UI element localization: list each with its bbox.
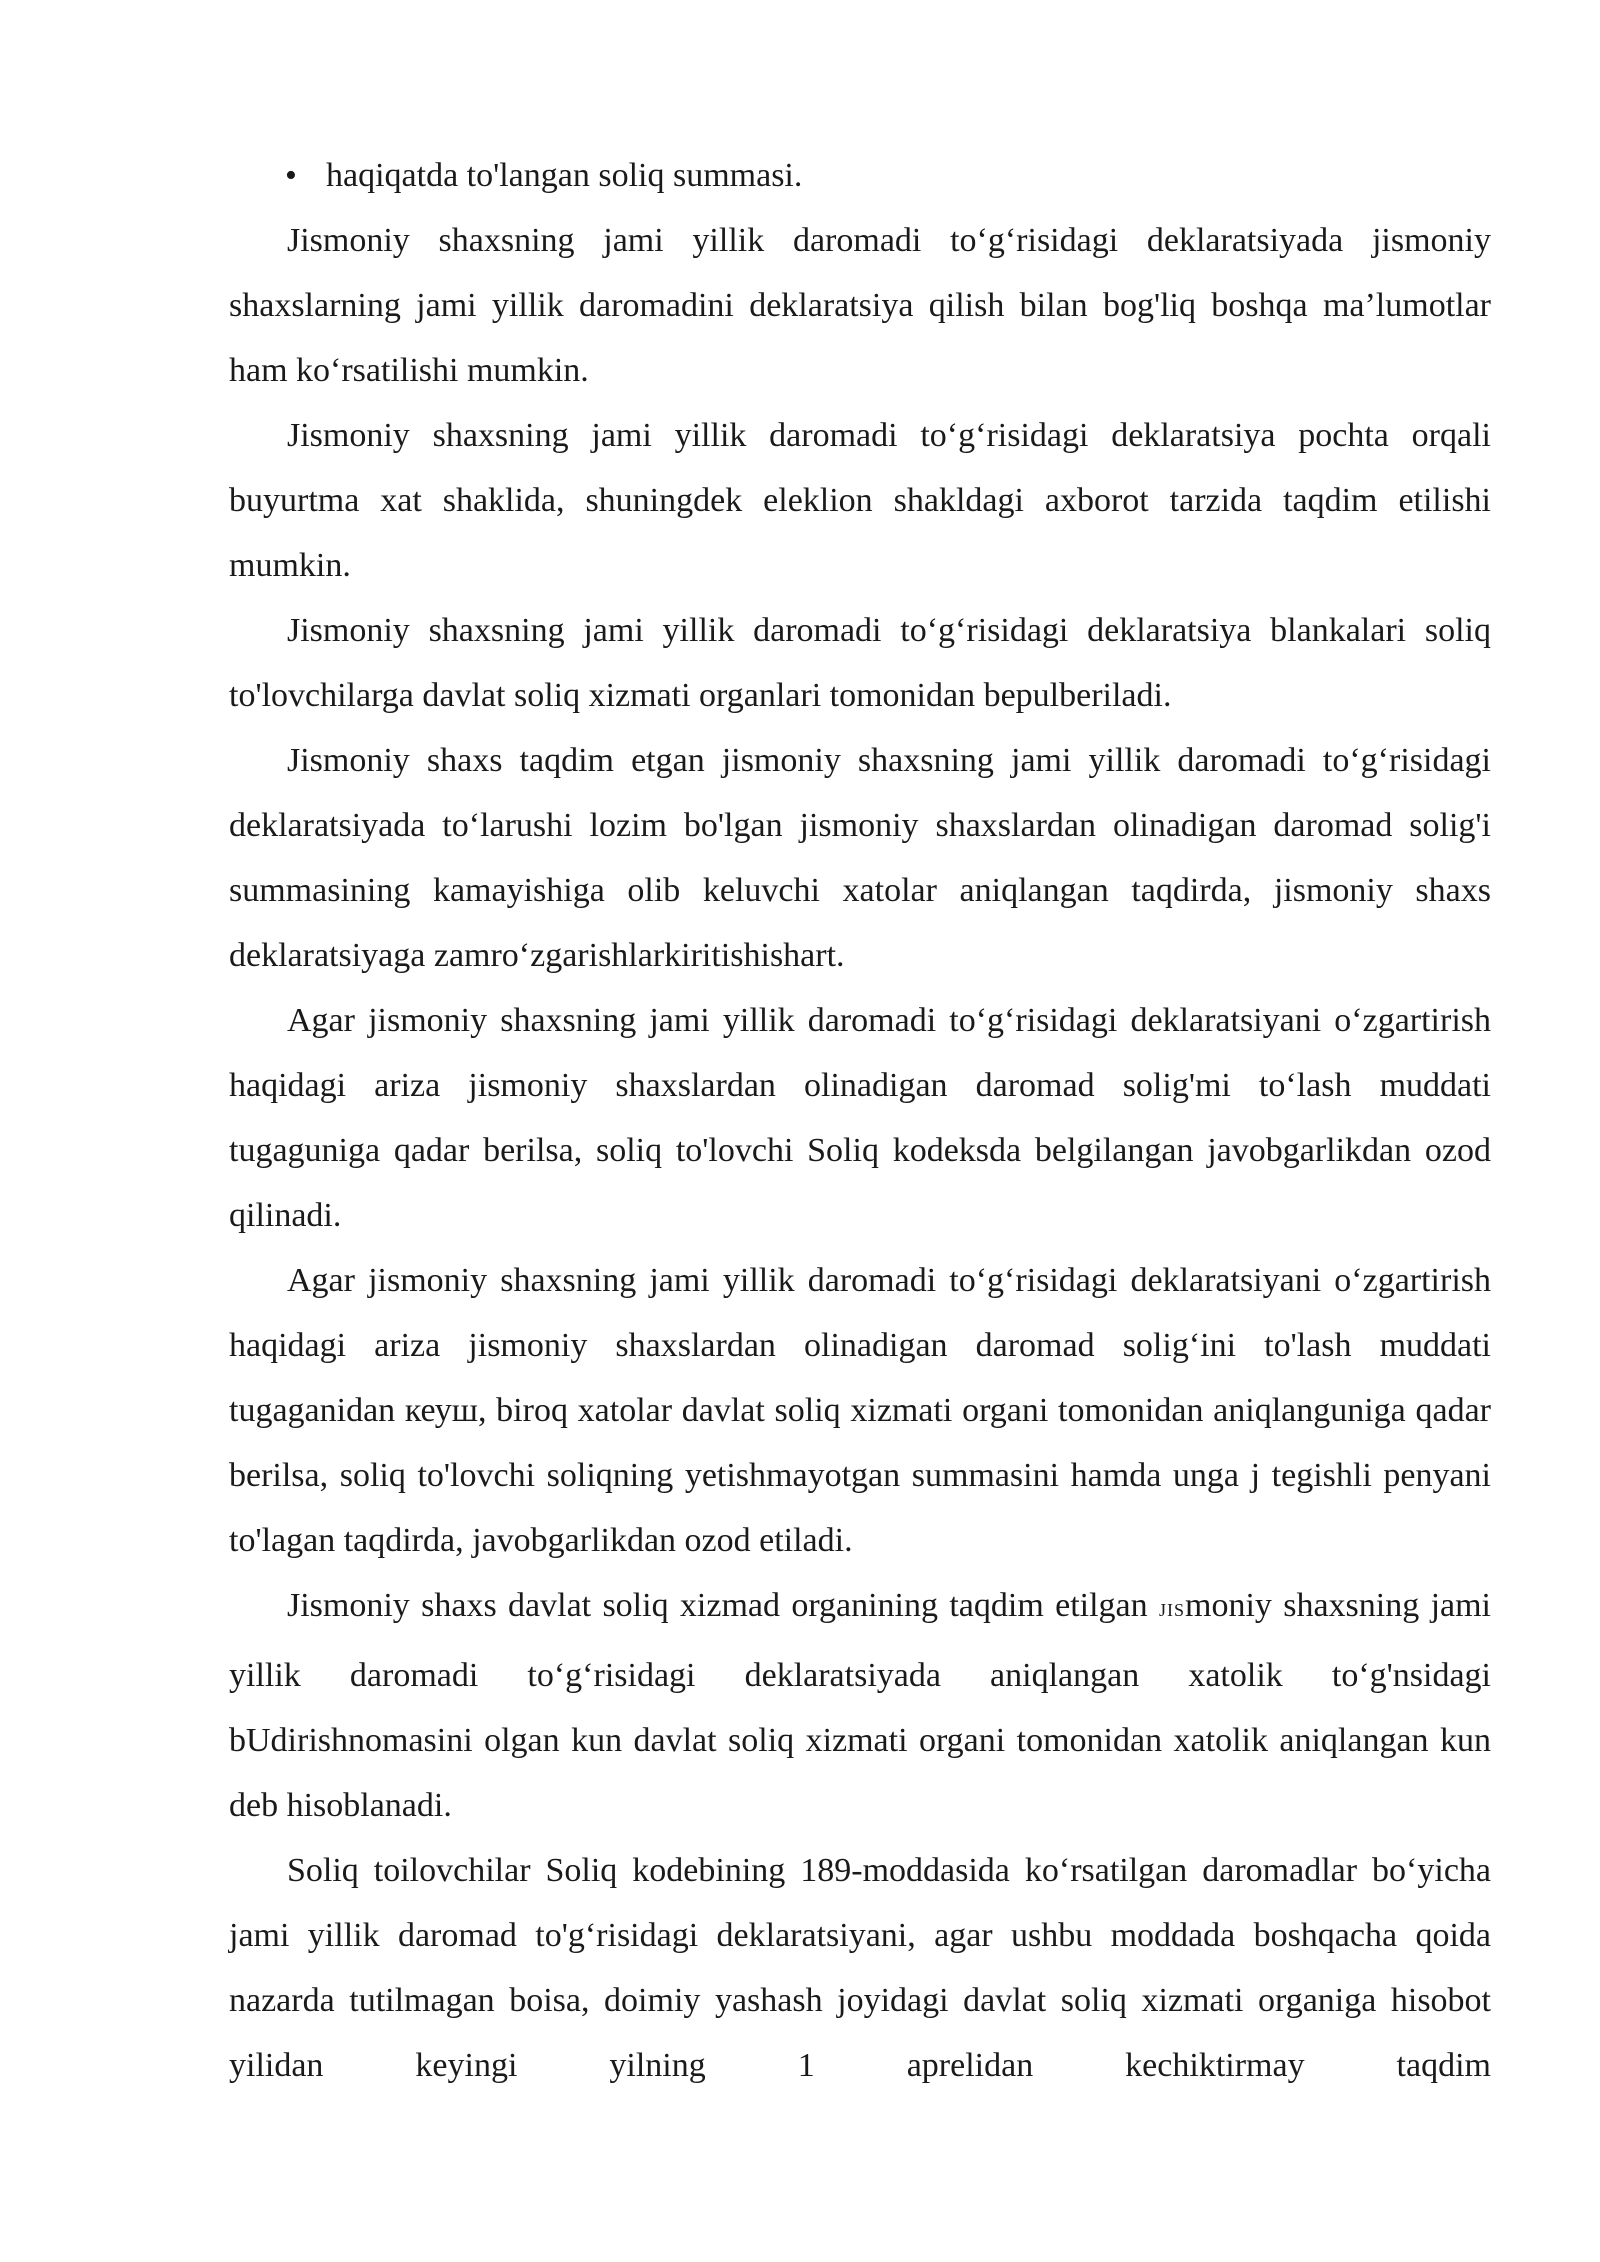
paragraph-7-small-text: JIS	[1158, 1600, 1185, 1620]
paragraph-1: Jismoniy shaxsning jami yillik daromadi to‘g‘risidagi deklaratsiyada jismoniy shaxslarning jami yillik daromadini deklaratsiya qilish bilan bog'liq boshqa ma’lumotlar ham ko‘rsatilishi mumkin.	[229, 222, 1491, 389]
paragraph-2: Jismoniy shaxsning jami yillik daromadi to‘g‘risidagi deklaratsiya pochta orqali buyurtma xat shaklida, shuningdek eleklion shakldagi axborot tarzida taqdim etilishi mumkin.	[229, 417, 1491, 584]
bullet-text: haqiqatda to'langan soliq summasi.	[326, 157, 803, 194]
paragraph-7-end: moniy shaxsning jami yillik daromadi to‘g‘risidagi deklaratsiyada aniqlangan xatolik to‘g'nsidagi bUdirishnomasini olgan kun davlat soliq xizmati organi tomonidan xatolik aniqlangan kun deb hisoblanadi.	[229, 1587, 1491, 1824]
paragraph-5: Agar jismoniy shaxsning jami yillik daromadi to‘g‘risidagi deklaratsiyani o‘zgartirish haqidagi ariza jismoniy shaxslardan olinadigan daromad solig'mi to‘lash muddati tugaguniga qadar berilsa, soliq to'lovchi Soliq kodeksda belgilangan javobgarlikdan ozod qilinadi.	[229, 1002, 1491, 1234]
bullet-item	[229, 143, 1491, 208]
paragraph-6: Agar jismoniy shaxsning jami yillik daromadi to‘g‘risidagi deklaratsiyani o‘zgartirish haqidagi ariza jismoniy shaxslardan olinadigan daromad solig‘ini to'lash muddati tugaganidan кеуш, biroq xatolar davlat soliq xizmati organi tomonidan aniqlanguniga qadar berilsa, soliq to'lovchi soliqning yetishmayotgan summasini hamda unga j tegishli penyani to'lagan taqdirda, javobgarlikdan ozod etiladi.	[229, 1262, 1491, 1559]
bullet-mark: •	[285, 157, 297, 194]
paragraph-4: Jismoniy shaxs taqdim etgan jismoniy shaxsning jami yillik daromadi to‘g‘risidagi deklaratsiyada to‘larushi lozim bo'lgan jismoniy shaxslardan olinadigan daromad solig'i summasining kamayishiga olib keluvchi xatolar aniqlangan taqdirda, jismoniy shaxs deklaratsiyaga zamro‘zgarishlarkiritishishart.	[229, 742, 1491, 974]
document-page	[229, 143, 1491, 2098]
paragraph-7-start: Jismoniy shaxs davlat soliq xizmad organining taqdim etilgan	[287, 1587, 1159, 1624]
paragraph-7	[229, 1573, 1491, 1838]
paragraph-3: Jismoniy shaxsning jami yillik daromadi to‘g‘risidagi deklaratsiya blankalari soliq to'lovchilarga davlat soliq xizmati organlari tomonidan bepulberiladi.	[229, 612, 1491, 714]
paragraph-8: Soliq toilovchilar Soliq kodebining 189-moddasida ko‘rsatilgan daromadlar bo‘yicha jami yillik daromad to'g‘risidagi deklaratsiyani, agar ushbu moddada boshqacha qoida nazarda tutilmagan boisa, doimiy yashash joyidagi davlat soliq xizmati organiga hisobot yilidan keyingi yilning 1 aprelidan kechiktirmay taqdim	[229, 1852, 1491, 2084]
